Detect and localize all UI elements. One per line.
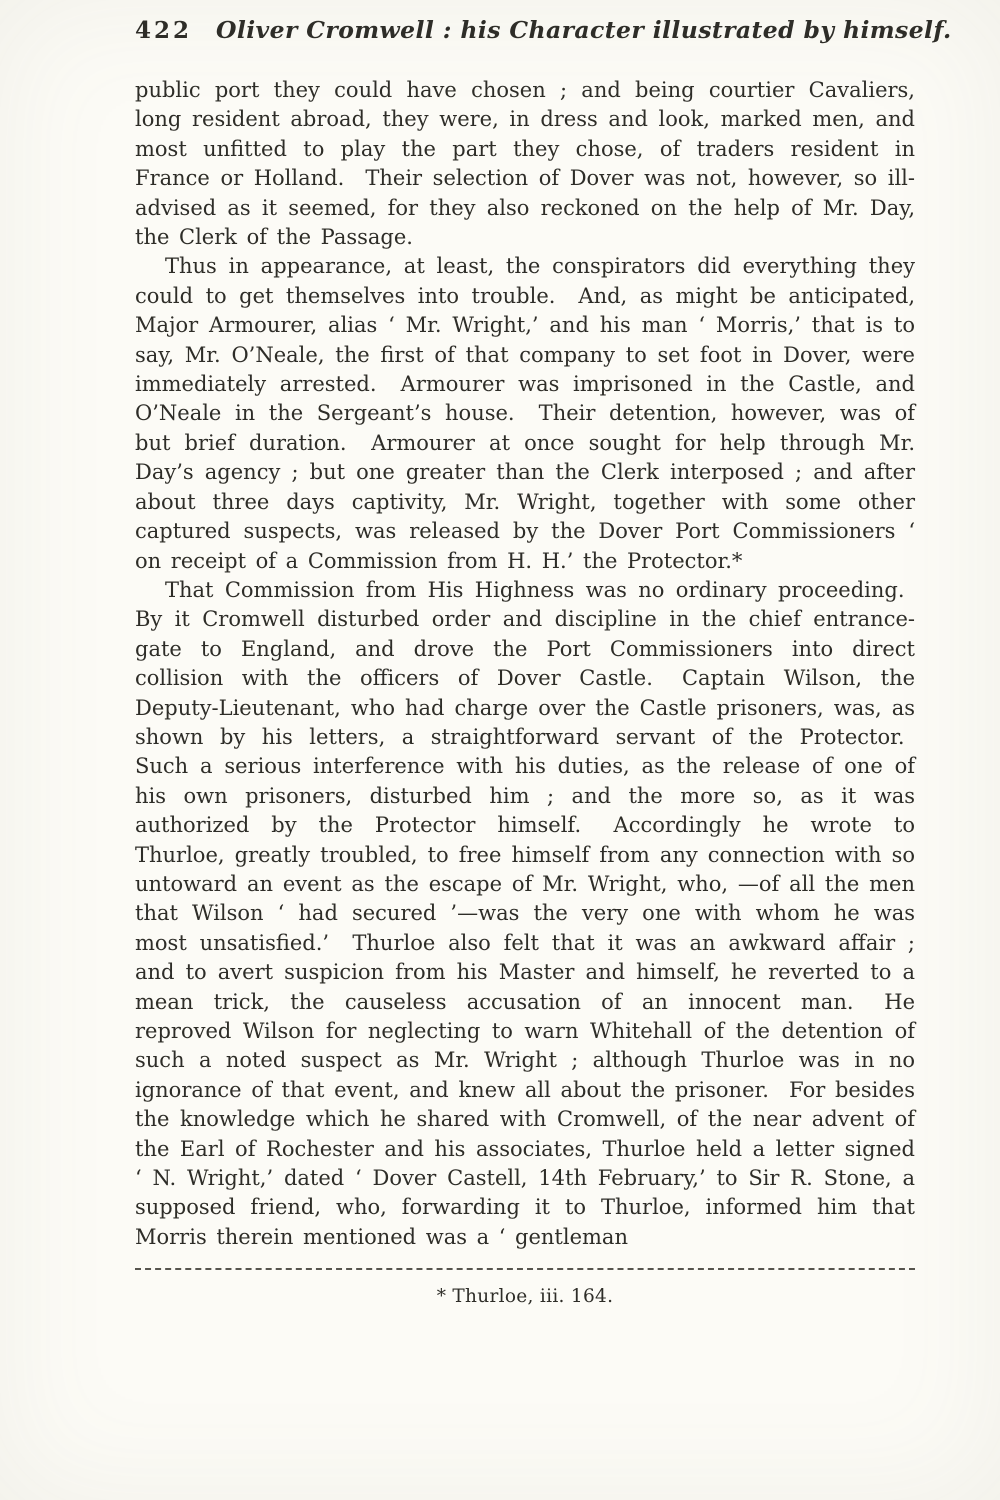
page-header <box>135 16 952 44</box>
paragraph: Thus in appearance, at least, the conspirators did everything they could to get themselves into trouble. And, as might be anticipated, Major Armourer, alias ‘ Mr. Wright,’ and his man ‘ Morris,’ that is to say, Mr. O’Neale, the first of that company to set foot in Dover, were immediately arrested. Armourer was imprisoned in the Castle, and O’Neale in the Sergeant’s house. Their detention, however, was of but brief duration. Armourer at once sought for help through Mr. Day’s agency ; but one greater than the Clerk interposed ; and after about three days captivity, Mr. Wright, together with some other captured suspects, was released by the Dover Port Commissioners ‘ on receipt of a Commission from H. H.’ the Protector.* <box>135 254 915 573</box>
footnote-rule <box>135 1268 915 1270</box>
page-number: 422 <box>135 17 193 44</box>
paragraph: public port they could have chosen ; and being courtier Cavaliers, long resident abroad, they were, in dress and look, marked men, and most unfitted to play the part they chose, of traders resident in France or Holland. Their selection of Dover was not, however, so ill-advised as it seemed, for they also reckoned on the help of Mr. Day, the Clerk of the Passage. <box>135 78 915 250</box>
footnote: * Thurloe, iii. 164. <box>436 1286 614 1308</box>
running-title: Oliver Cromwell : his Character illustrated by himself. <box>216 16 952 44</box>
paragraph: That Commission from His Highness was no ordinary proceeding. By it Cromwell disturbed order and discipline in the chief entrance-gate to England, and drove the Port Commissioners into direct collision with the officers of Dover Castle. Captain Wilson, the Deputy-Lieutenant, who had charge over the Castle prisoners, was, as shown by his letters, a straightforward servant of the Protector. Such a serious interference with his duties, as the release of one of his own prisoners, disturbed him ; and the more so, as it was authorized by the Protector himself. Accordingly he wrote to Thurloe, greatly troubled, to free himself from any connection with so untoward an event as the escape of Mr. Wright, who, —of all the men that Wilson ‘ had secured ’—was the very one with whom he was most unsatisfied.’ Thurloe also felt that it was an awkward affair ; and to avert suspicion from his Master and himself, he reverted to a mean trick, the causeless accusation of an innocent man. He reproved Wilson for neglecting to warn Whitehall of the detention of such a noted suspect as Mr. Wright ; although Thurloe was in no ignorance of that event, and knew all about the prisoner. For besides the knowledge which he shared with Cromwell, of the near advent of the Earl of Rochester and his associates, Thurloe held a letter signed ‘ N. Wright,’ dated ‘ Dover Castell, 14th February,’ to Sir R. Stone, a supposed friend, who, forwarding it to Thurloe, informed him that Morris therein mentioned was a ‘ gentleman <box>135 577 915 1249</box>
body-text <box>135 76 915 1252</box>
